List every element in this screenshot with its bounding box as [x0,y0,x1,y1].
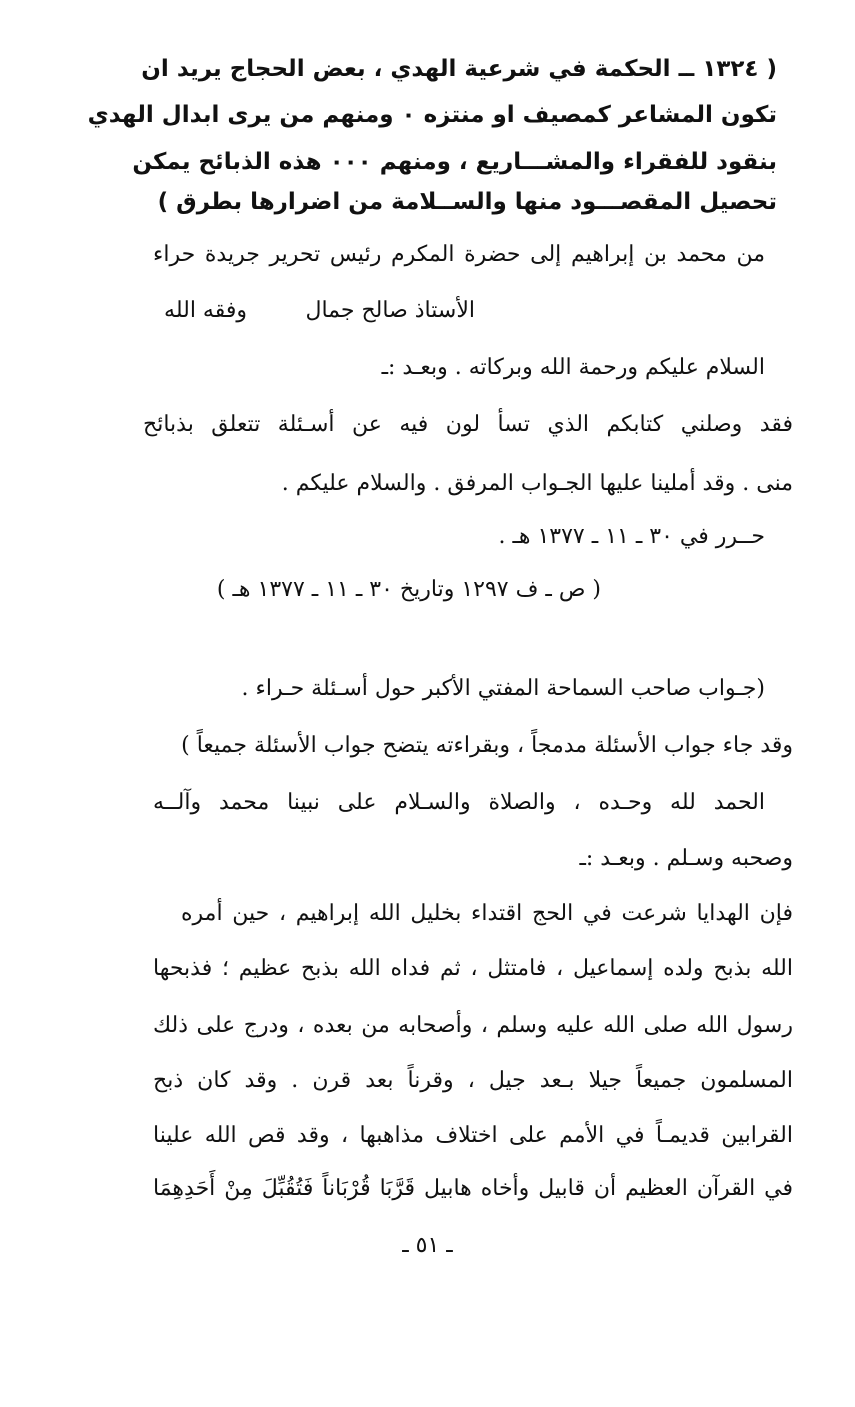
page-number: ـ ٥١ ـ [402,1233,453,1258]
answer-praise-line-1: الحمد لله وحـده ، والصلاة والسـلام على نبينا محمد وآلــه [153,790,765,815]
heading-line-2: تكون المشاعر كمصيف او منتزه ٠ ومنهم من يرى ابدال الهدي [87,102,777,128]
paragraph-line-5: القرابين قديمـاً في الأمم على اختلاف مذاهبها ، وقد قص الله علينا [153,1123,793,1148]
answer-intro-line-2: وقد جاء جواب الأسئلة مدمجاً ، وبقراءته يتضح جواب الأسئلة جميعاً ) [181,733,793,758]
answer-intro-line-1: (جـواب صاحب السماحة المفتي الأكبر حول أسـئلة حـراء . [241,676,765,701]
answer-praise-line-2: وصحبه وسـلم . وبعـد :ـ [579,846,793,871]
paragraph-line-6: في القرآن العظيم أن قابيل وأخاه هابيل قَرَّبَا قُرْبَاناً فَتُقُبِّلَ مِنْ أَحَدِهِمَا [153,1176,793,1201]
letter-date-line: حــرر في ٣٠ ـ ١١ ـ ١٣٧٧ هـ . [498,524,765,549]
paragraph-line-4: المسلمون جميعاً جيلا بـعد جيل ، وقرناً بعد قرن . وقد كان ذبح [153,1068,793,1093]
letter-from-line: من محمد بن إبراهيم إلى حضرة المكرم رئيس تحرير جريدة حراء [153,242,765,267]
heading-line-3: بنقود للفقراء والمشـــاريع ، ومنهم ٠٠٠ هذه الذبائح يمكن [132,149,777,175]
paragraph-line-2: الله بذبح ولده إسماعيل ، فامتثل ، ثم فداه الله بذبح عظيم ؛ فذبحها [153,956,793,981]
letter-body-line-1: فقد وصلني كتابكم الذي تسأ لون فيه عن أسـئلة تتعلق بذبائح [143,412,793,437]
letter-reference-line: ( ص ـ ف ١٢٩٧ وتاريخ ٣٠ ـ ١١ ـ ١٣٧٧ هـ ) [216,577,601,602]
letter-addressee: الأستاذ صالح جمال [305,298,475,323]
paragraph-line-1: فإن الهدايا شرعت في الحج اقتداء بخليل الله إبراهيم ، حين أمره [181,901,793,926]
heading-line-4: تحصيل المقصـــود منها والســلامة من اضرارها بطرق ) [157,189,777,215]
heading-line-1: ( ١٣٢٤ ــ الحكمة في شرعية الهدي ، بعض الحجاج يريد ان [141,56,777,82]
paragraph-line-3: رسول الله صلى الله عليه وسلم ، وأصحابه من بعده ، ودرج على ذلك [153,1013,793,1038]
letter-blessing: وفقه الله [164,298,247,323]
letter-greeting: السلام عليكم ورحمة الله وبركاته . وبعـد :ـ [381,355,765,380]
letter-body-line-2: منى . وقد أملينا عليها الجـواب المرفق . والسلام عليكم . [281,471,793,496]
